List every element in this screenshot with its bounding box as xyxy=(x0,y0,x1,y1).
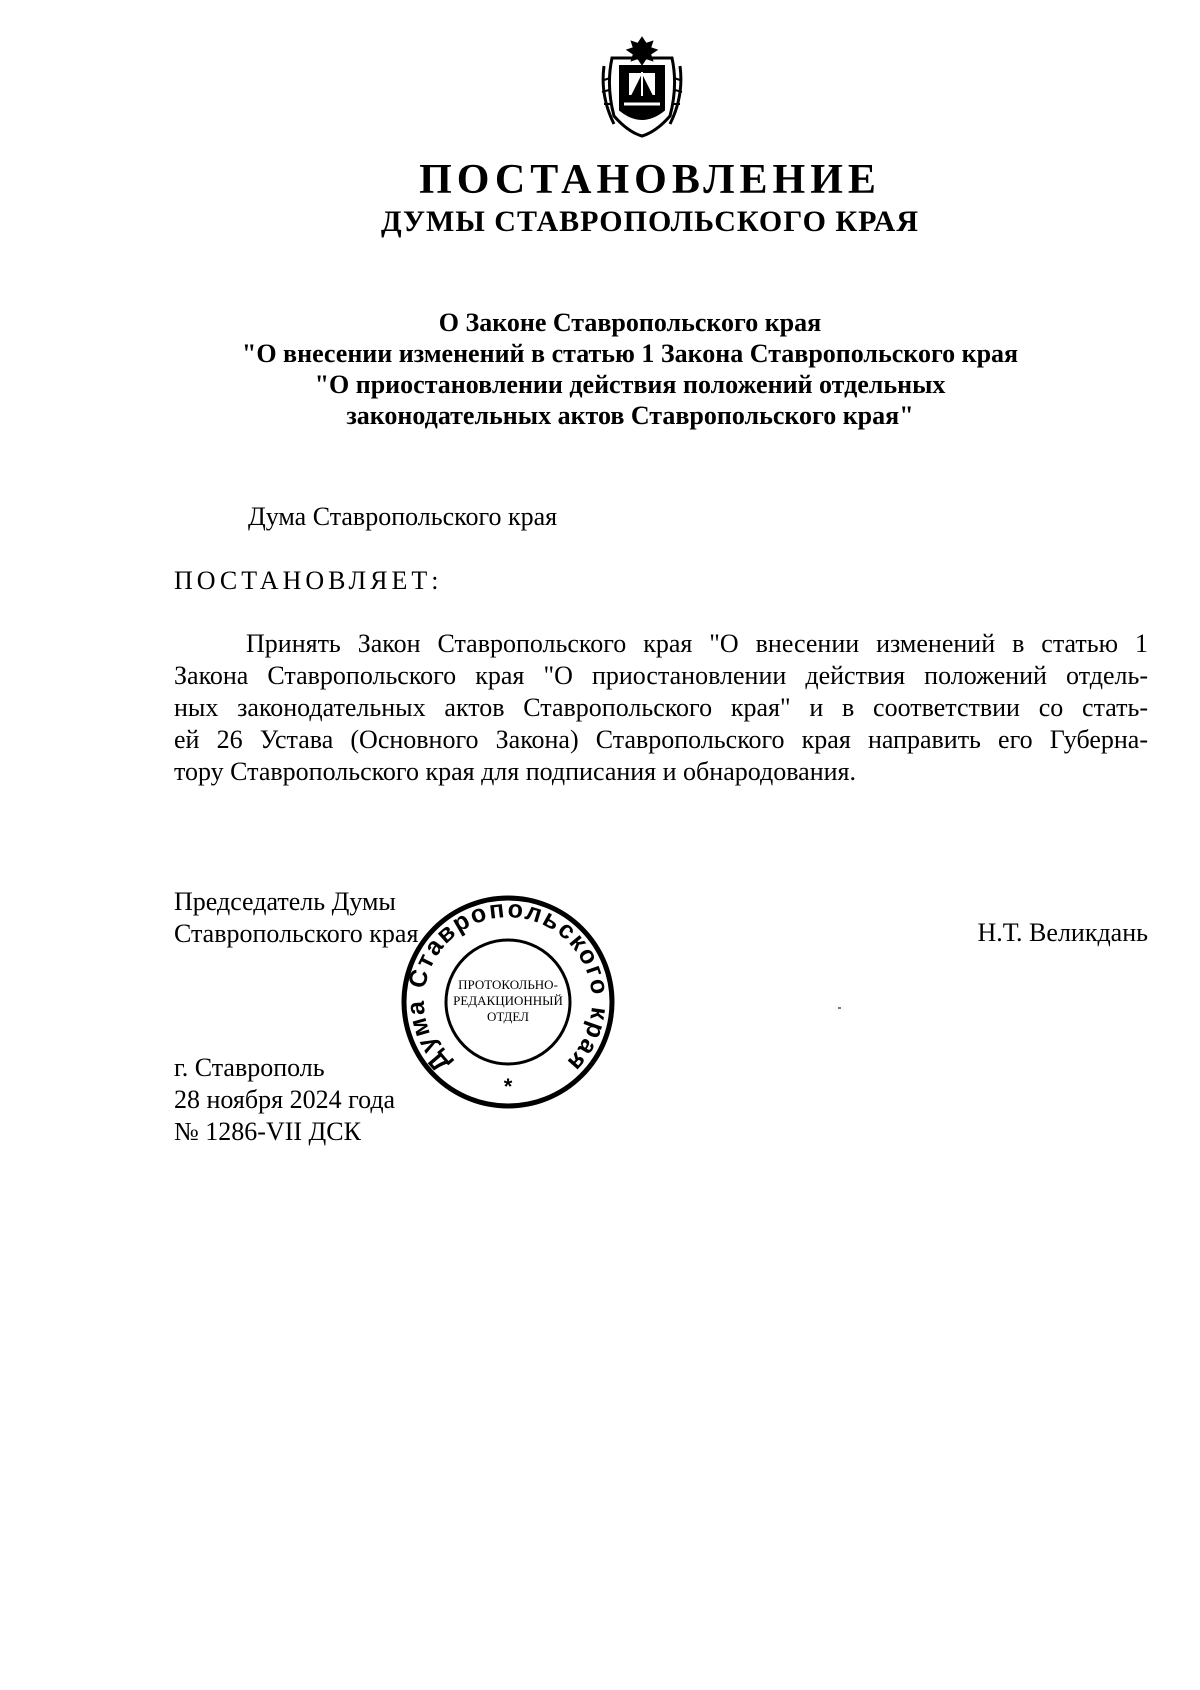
subject-line: "О приостановлении действия положений отдельных xyxy=(314,370,946,399)
signatory-position xyxy=(174,886,418,950)
place-and-date xyxy=(174,1052,395,1148)
subject-line: законодательных актов Ставропольского края" xyxy=(346,401,914,430)
decree-body xyxy=(174,628,1148,788)
signatory-name: Н.Т. Великдань xyxy=(977,918,1148,947)
stamp-inner-line: ОТДЕЛ xyxy=(487,1009,529,1024)
body-line: тору Ставропольского края для подписания и обнародования. xyxy=(174,757,856,786)
stamp-ring-text: Дума Ставропольского края xyxy=(401,894,615,1078)
scan-speck xyxy=(838,1007,841,1009)
decree-word: ПОСТАНОВЛЯЕТ: xyxy=(174,566,443,595)
official-stamp xyxy=(398,892,618,1112)
body-line: ей 26 Устава (Основного Закона) Ставропольского края направить его Губерна- xyxy=(174,725,1148,754)
date: 28 ноября 2024 года xyxy=(174,1085,396,1114)
stamp-inner-line: ПРОТОКОЛЬНО- xyxy=(458,977,558,992)
coat-of-arms-icon xyxy=(598,36,686,140)
position-line: Председатель Думы xyxy=(174,887,396,916)
document-subtitle: ДУМЫ СТАВРОПОЛЬСКОГО КРАЯ xyxy=(380,205,919,238)
city: г. Ставрополь xyxy=(174,1053,325,1082)
issuing-body: Дума Ставропольского края xyxy=(248,502,558,531)
stamp-inner-line: РЕДАКЦИОННЫЙ xyxy=(453,993,563,1008)
body-line: Закона Ставропольского края "О приостановлении действия положений отдель- xyxy=(174,661,1148,690)
document-subject xyxy=(180,307,1080,431)
subject-line: О Законе Ставропольского края xyxy=(438,308,822,337)
body-line: Принять Закон Ставропольского края "О внесении изменений в статью 1 xyxy=(246,629,1148,658)
stamp-star: * xyxy=(503,1074,513,1099)
document-number: № 1286-VII ДСК xyxy=(174,1117,361,1146)
subject-line: "О внесении изменений в статью 1 Закона Ставропольского края xyxy=(241,339,1019,368)
position-line: Ставропольского края xyxy=(174,919,419,948)
document-title: ПОСТАНОВЛЕНИЕ xyxy=(419,157,881,203)
body-line: ных законодательных актов Ставропольского края" и в соответствии со стать- xyxy=(174,693,1148,722)
